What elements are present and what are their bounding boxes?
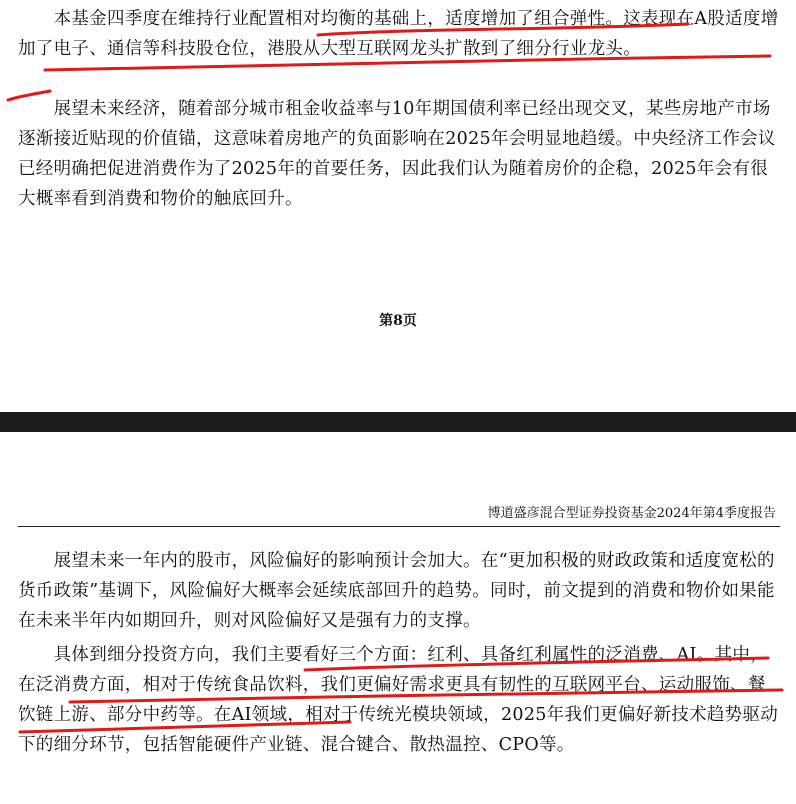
page-separator [0,412,796,432]
paragraph-portfolio-adjustment: 本基金四季度在维持行业配置相对均衡的基础上，适度增加了组合弹性。这表现在A股适度增加了电子、通信等科技股仓位，港股从大型互联网龙头扩散到了细分行业龙头。 [18,9,779,59]
report-page-9 [0,432,796,804]
paragraph-market-outlook: 展望未来一年内的股市，风险偏好的影响预计会加大。在“更加积极的财政政策和适度宽松的货币政策”基调下，风险偏好大概率会延续底部回升的趋势。同时，前文提到的消费和物价如果能在未来半年内如期回升，则对风险偏好又是强有力的支撑。 [18,551,775,631]
paragraph-economic-outlook: 展望未来经济，随着部分城市租金收益率与10年期国债利率已经出现交叉，某些房地产市场逐渐接近贴现的价值锚，这意味着房地产的负面影响在2025年会明显地趋缓。中央经济工作会议已经明确把促进消费作为了2025年的首要任务，因此我们认为随着房价的企稳，2025年会有很大概率看到消费和物价的触底回升。 [18,99,776,209]
report-header-title: 博道盛彦混合型证券投资基金2024年第4季度报告 [487,506,776,521]
header-rule [18,526,780,527]
page-number: 第8页 [379,313,417,329]
paragraph-investment-direction: 具体到细分投资方向，我们主要看好三个方面：红利、具备红利属性的泛消费、AI。其中，在泛消费方面，相对于传统食品饮料，我们更偏好需求更具有韧性的互联网平台、运动服饰、餐饮链上游、部分中药等。在AI领域，相对于传统光模块领域，2025年我们更偏好新技术趋势驱动下的细分环节，包括智能硬件产业链、混合键合、散热温控、CPO等。 [18,645,779,755]
